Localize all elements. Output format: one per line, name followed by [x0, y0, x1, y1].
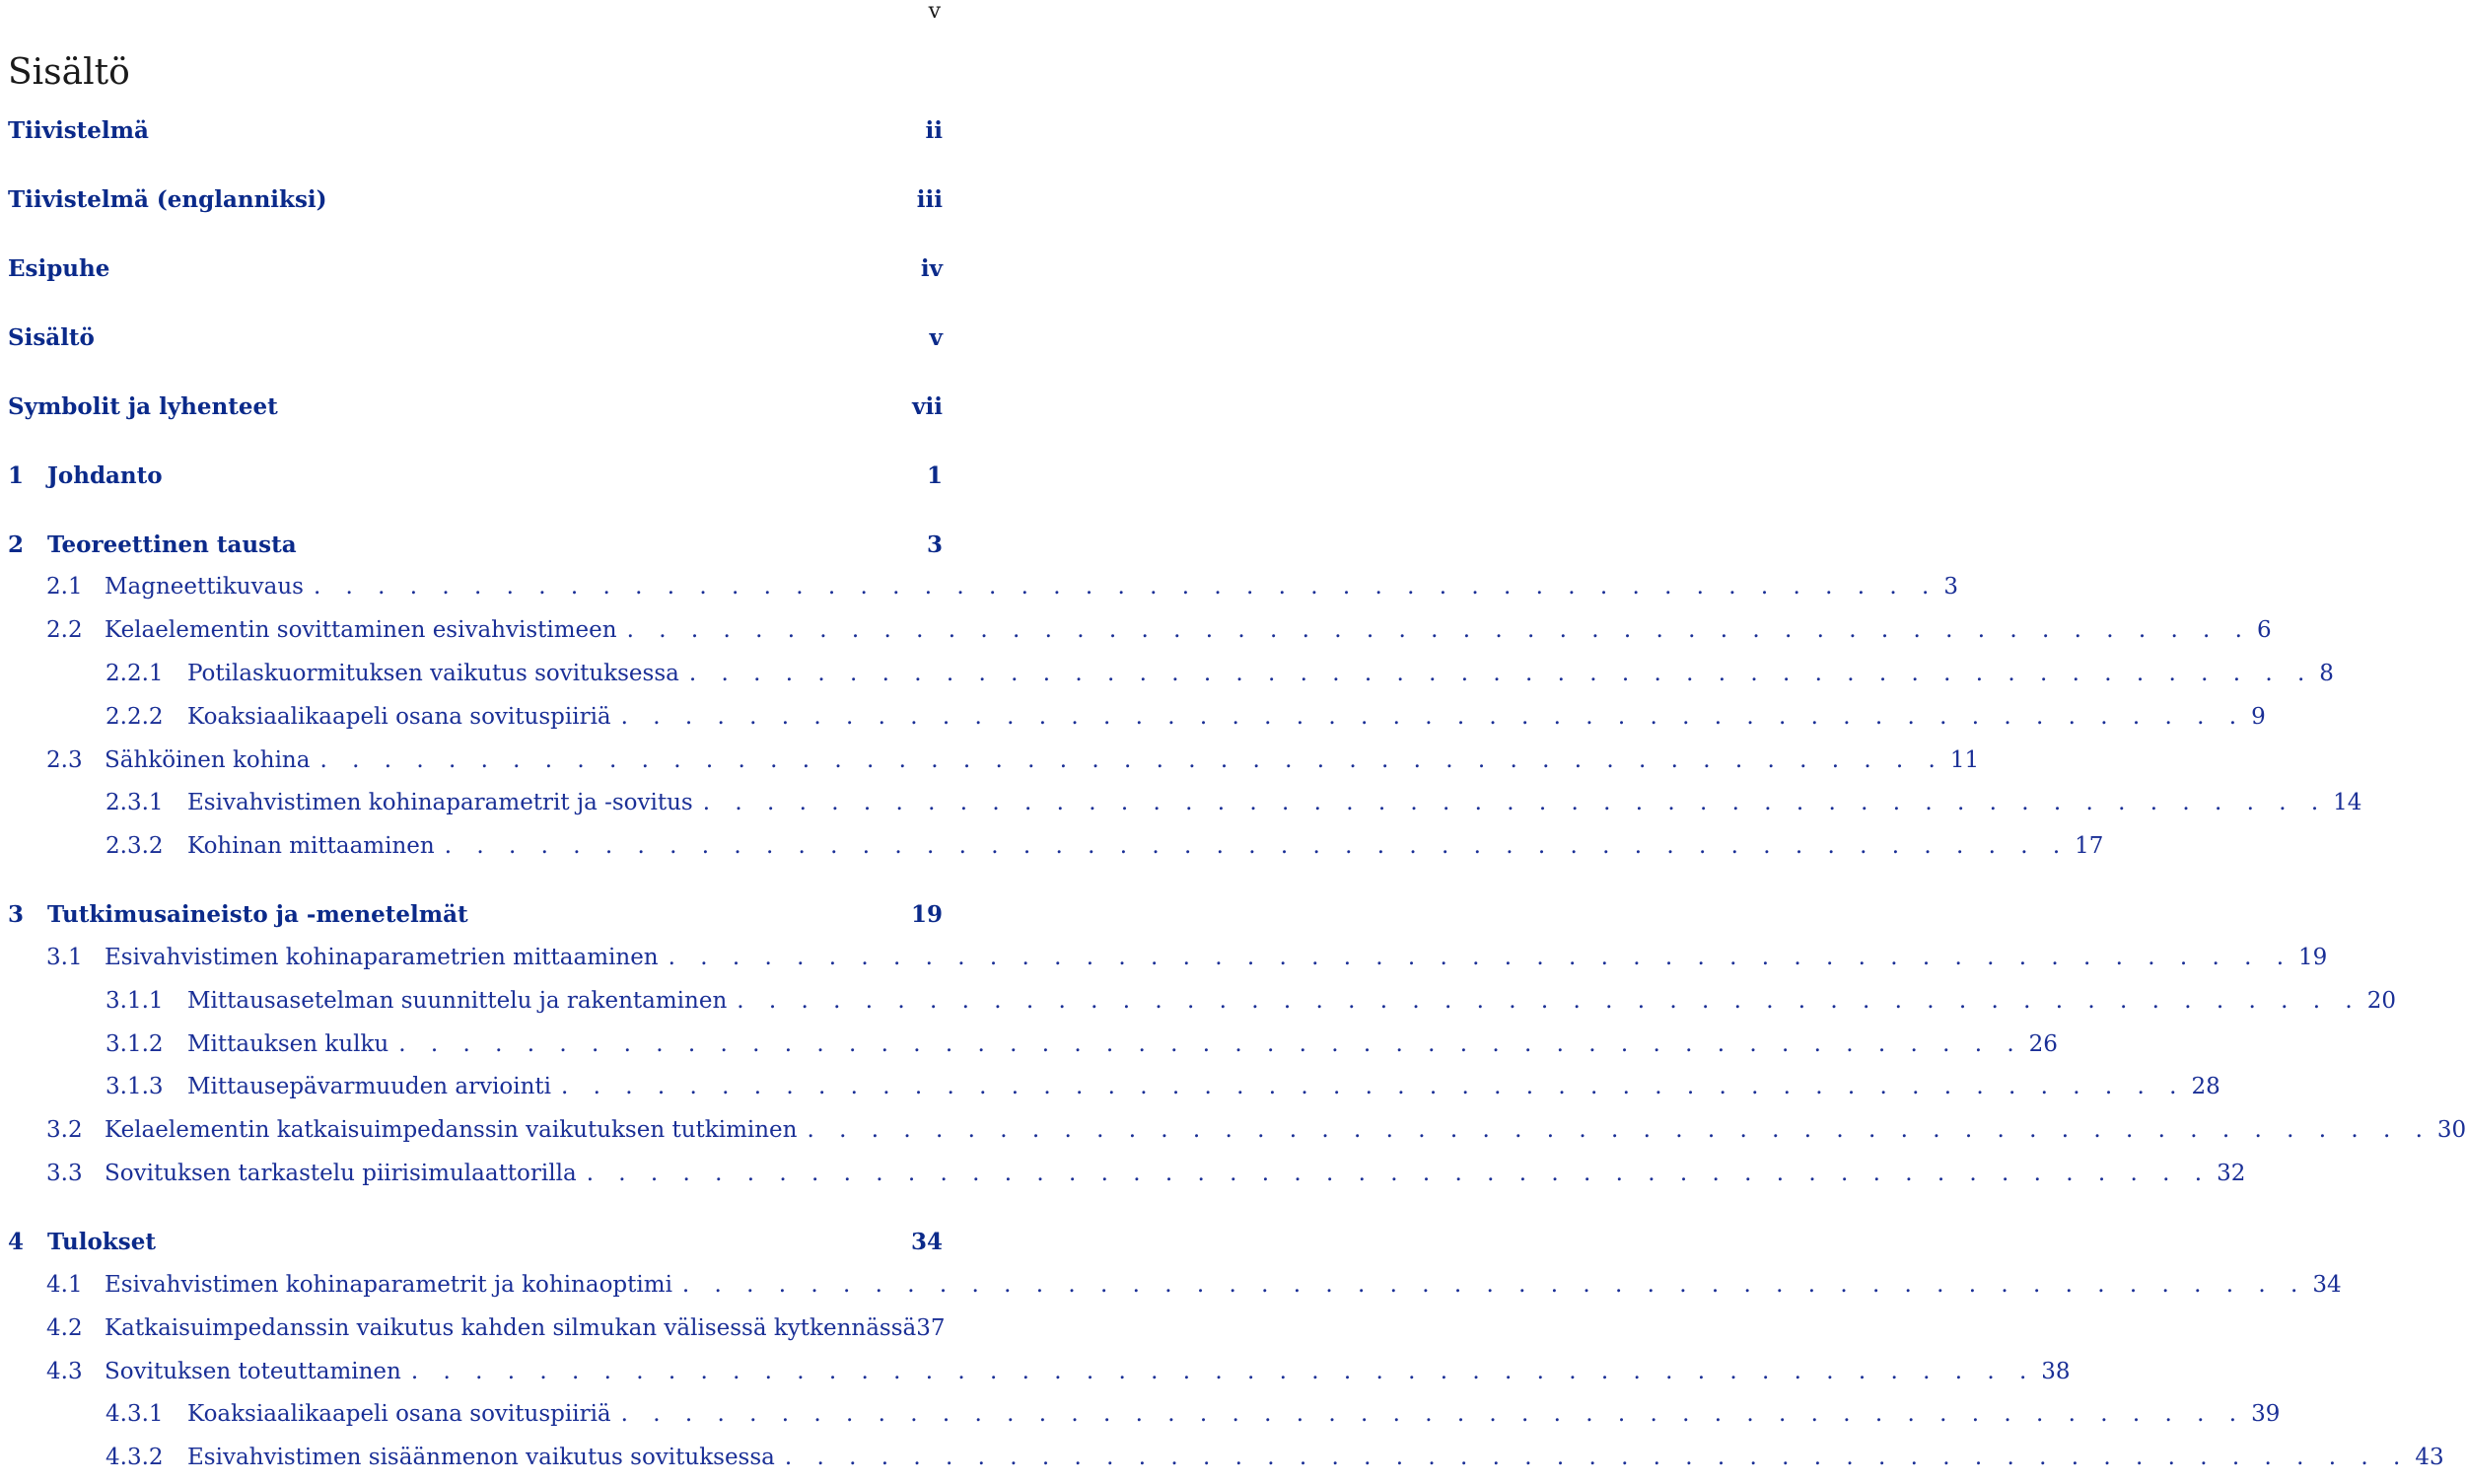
toc-entry-title: Esivahvistimen kohinaparametrien mittaaminen: [105, 945, 659, 970]
page-number: v: [928, 0, 941, 24]
toc-entry-title: Esivahvistimen sisäänmenon vaikutus sovituksessa: [187, 1445, 775, 1470]
toc-entry-page: v: [929, 323, 943, 351]
toc-entry-title: Sovituksen toteuttaminen: [105, 1359, 401, 1384]
toc-entry-number: 3.1.1: [106, 988, 164, 1014]
toc-entry-number: 2.2: [46, 617, 83, 643]
toc-entry-number: 1: [8, 461, 25, 489]
toc-entry-page: 3: [926, 530, 943, 558]
toc-entry-number: 4.3.2: [106, 1445, 164, 1470]
toc-entry-subsection[interactable]: [8, 1028, 2058, 1060]
toc-entry-subsection[interactable]: [8, 787, 2362, 818]
toc-dot-leader: . . . . . . . . . . . . . . . . . . . . . . . . . . . . . . . . . . . . . . . . . . . . . . . . . . .: [807, 1117, 2431, 1143]
toc-entry-number: 3.1.2: [106, 1031, 164, 1057]
toc-entry-title: Mittauksen kulku: [187, 1031, 389, 1057]
toc-entry-page: ii: [925, 116, 943, 144]
toc-entry-title: Katkaisuimpedanssin vaikutus kahden silmukan välisessä kytkennässä: [105, 1315, 917, 1341]
toc-entry-title: Sähköinen kohina: [105, 747, 311, 773]
toc-dot-leader: . . . . . . . . . . . . . . . . . . . . . . . . . . . . . . . . . . . . . . . . . . . . . . . . . . .: [681, 1272, 2307, 1298]
toc-entry-number: 2: [8, 530, 25, 558]
toc-entry-section[interactable]: [8, 571, 1958, 602]
toc-entry-page: iii: [916, 185, 943, 213]
toc-entry-number: 4.3.1: [106, 1401, 164, 1427]
toc-entry-page: 32: [2217, 1161, 2246, 1186]
toc-entry-subsection[interactable]: [8, 1398, 2281, 1430]
toc-entry-number: 3.1.3: [106, 1074, 164, 1099]
toc-entry-title: Sisältö: [8, 323, 95, 351]
toc-entry-page: 37: [916, 1315, 946, 1341]
toc-entry-page: 8: [2319, 661, 2334, 686]
toc-entry-chapter[interactable]: [8, 390, 943, 422]
toc-entry-number: 4: [8, 1228, 25, 1255]
toc-entry-title: Johdanto: [47, 461, 163, 489]
toc-entry-title: Esivahvistimen kohinaparametrit ja kohinaoptimi: [105, 1272, 672, 1298]
toc-dot-leader: . . . . . . . . . . . . . . . . . . . . . . . . . . . . . . . . . . . . . . . . . . . . . . . . . . .: [668, 945, 2293, 970]
toc-dot-leader: . . . . . . . . . . . . . . . . . . . . . . . . . . . . . . . . . . . . . . . . . . . . . . . . . . .: [620, 1401, 2246, 1427]
toc-entry-chapter[interactable]: [8, 898, 943, 930]
toc-entry-number: 3.3: [46, 1161, 83, 1186]
toc-entry-page: 20: [2366, 988, 2396, 1014]
toc-dot-leader: . . . . . . . . . . . . . . . . . . . . . . . . . . . . . . . . . . . . . . . . . . . . . . . . . . .: [410, 1359, 2036, 1384]
toc-dot-leader: . . . . . . . . . . . . . . . . . . . . . . . . . . . . . . . . . . . . . . . . . . . . . . . . . . .: [620, 704, 2246, 730]
toc-dot-leader: . . . . . . . . . . . . . . . . . . . . . . . . . . . . . . . . . . . . . . . . . . . . . . . . . . .: [398, 1031, 2023, 1057]
toc-entry-page: 26: [2028, 1031, 2058, 1057]
toc-dot-leader: . . . . . . . . . . . . . . . . . . . . . . . . . . . . . . . . . . . . . . . . . . . . . . . . . . .: [626, 617, 2251, 643]
toc-entry-title: Koaksiaalikaapeli osana sovituspiiriä: [187, 704, 611, 730]
toc-entry-section[interactable]: [8, 1269, 2342, 1301]
toc-entry-number: 3: [8, 900, 25, 928]
toc-entry-title: Mittausasetelman suunnittelu ja rakentaminen: [187, 988, 728, 1014]
toc-entry-number: 2.3: [46, 747, 83, 773]
toc-entry-title: Esivahvistimen kohinaparametrit ja -sovitus: [187, 790, 693, 815]
toc-entry-subsection[interactable]: [8, 1071, 2220, 1102]
toc-entry-page: 34: [910, 1228, 943, 1255]
toc-entry-number: 2.2.1: [106, 661, 164, 686]
toc-entry-section[interactable]: [8, 1356, 2071, 1387]
toc-entry-title: Kohinan mittaaminen: [187, 833, 435, 859]
toc-entry-title: Kelaelementin sovittaminen esivahvistimeen: [105, 617, 617, 643]
toc-entry-title: Tutkimusaineisto ja -menetelmät: [47, 900, 468, 928]
toc-entry-page: 9: [2251, 704, 2266, 730]
toc-entry-title: Teoreettinen tausta: [47, 530, 297, 558]
toc-entry-page: 6: [2257, 617, 2272, 643]
toc-entry-page: 17: [2075, 833, 2104, 859]
toc-entry-title: Koaksiaalikaapeli osana sovituspiiriä: [187, 1401, 611, 1427]
toc-entry-chapter[interactable]: [8, 252, 943, 284]
toc-entry-page: 11: [1949, 747, 1980, 773]
toc-entry-title: Esipuhe: [8, 254, 110, 282]
toc-entry-chapter[interactable]: [8, 529, 943, 560]
toc-entry-title: Symbolit ja lyhenteet: [8, 392, 278, 420]
toc-entry-section[interactable]: [8, 942, 2328, 973]
toc-entry-number: 4.1: [46, 1272, 83, 1298]
toc-dot-leader: . . . . . . . . . . . . . . . . . . . . . . . . . . . . . . . . . . . . . . . . . . . . . . . . . . .: [688, 661, 2314, 686]
toc-entry-page: 28: [2191, 1074, 2220, 1099]
toc-dot-leader: . . . . . . . . . . . . . . . . . . . . . . . . . . . . . . . . . . . . . . . . . . . . . . . . . . .: [702, 790, 2328, 815]
toc-entry-subsection[interactable]: [8, 985, 2396, 1017]
toc-entry-number: 2.2.2: [106, 704, 164, 730]
toc-entry-subsection[interactable]: [8, 1442, 2444, 1473]
toc-entry-number: 4.3: [46, 1359, 83, 1384]
toc-entry-page: 19: [2298, 945, 2328, 970]
toc-dot-leader: . . . . . . . . . . . . . . . . . . . . . . . . . . . . . . . . . . . . . . . . . . . . . . . . . . .: [319, 747, 1944, 773]
toc-entry-title: Potilaskuormituksen vaikutus sovituksessa: [187, 661, 679, 686]
toc-entry-section[interactable]: [8, 1158, 2246, 1189]
toc-entry-page: 34: [2312, 1272, 2342, 1298]
toc-entry-title: Tiivistelmä: [8, 116, 149, 144]
toc-entry-page: 3: [1943, 574, 1958, 600]
toc-entry-page: iv: [920, 254, 943, 282]
toc-entry-page: 43: [2415, 1445, 2444, 1470]
toc-entry-number: 3.2: [46, 1117, 83, 1143]
toc-entry-number: 4.2: [46, 1315, 83, 1341]
toc-dot-leader: . . . . . . . . . . . . . . . . . . . . . . . . . . . . . . . . . . . . . . . . . . . . . . . . . . .: [561, 1074, 2186, 1099]
toc-entry-page: vii: [912, 392, 943, 420]
toc-dot-leader: . . . . . . . . . . . . . . . . . . . . . . . . . . . . . . . . . . . . . . . . . . . . . . . . . . .: [586, 1161, 2212, 1186]
toc-entry-section[interactable]: [8, 1312, 946, 1344]
toc-entry-page: 14: [2333, 790, 2362, 815]
toc-entry-section[interactable]: [8, 744, 1980, 776]
toc-dot-leader: . . . . . . . . . . . . . . . . . . . . . . . . . . . . . . . . . . . . . . . . . . . . . . . . . . .: [784, 1445, 2410, 1470]
toc-entry-section[interactable]: [8, 614, 2272, 646]
toc-entry-title: Magneettikuvaus: [105, 574, 304, 600]
toc-entry-page: 39: [2251, 1401, 2281, 1427]
toc-dot-leader: . . . . . . . . . . . . . . . . . . . . . . . . . . . . . . . . . . . . . . . . . . . . . . . . . . .: [444, 833, 2070, 859]
toc-entry-title: Sovituksen tarkastelu piirisimulaattorilla: [105, 1161, 577, 1186]
toc-entry-chapter[interactable]: [8, 183, 943, 215]
toc-entry-title: Tulokset: [47, 1228, 156, 1255]
toc-entry-page: 1: [926, 461, 943, 489]
toc-entry-chapter[interactable]: [8, 321, 943, 353]
toc-entry-subsection[interactable]: [8, 658, 2334, 689]
toc-entry-number: 2.3.2: [106, 833, 164, 859]
toc-entry-subsection[interactable]: [8, 701, 2266, 733]
toc-entry-number: 3.1: [46, 945, 83, 970]
toc-entry-subsection[interactable]: [8, 830, 2104, 862]
toc-entry-chapter[interactable]: [8, 459, 943, 491]
toc-entry-chapter[interactable]: [8, 114, 943, 146]
toc-entry-page: 19: [910, 900, 943, 928]
toc-entry-title: Kelaelementin katkaisuimpedanssin vaikutuksen tutkiminen: [105, 1117, 798, 1143]
toc-dot-leader: . . . . . . . . . . . . . . . . . . . . . . . . . . . . . . . . . . . . . . . . . . . . . . . . . . .: [737, 988, 2361, 1014]
toc-dot-leader: . . . . . . . . . . . . . . . . . . . . . . . . . . . . . . . . . . . . . . . . . . . . . . . . . . .: [313, 574, 1938, 600]
toc-entry-number: 2.3.1: [106, 790, 164, 815]
toc-entry-number: 2.1: [46, 574, 83, 600]
toc-entry-page: 30: [2436, 1117, 2466, 1143]
toc-entry-title: Tiivistelmä (englanniksi): [8, 185, 327, 213]
page-title: Sisältö: [8, 52, 130, 93]
toc-entry-page: 38: [2041, 1359, 2071, 1384]
toc-entry-chapter[interactable]: [8, 1226, 943, 1257]
toc-entry-title: Mittausepävarmuuden arviointi: [187, 1074, 552, 1099]
toc-entry-section[interactable]: [8, 1114, 2466, 1146]
